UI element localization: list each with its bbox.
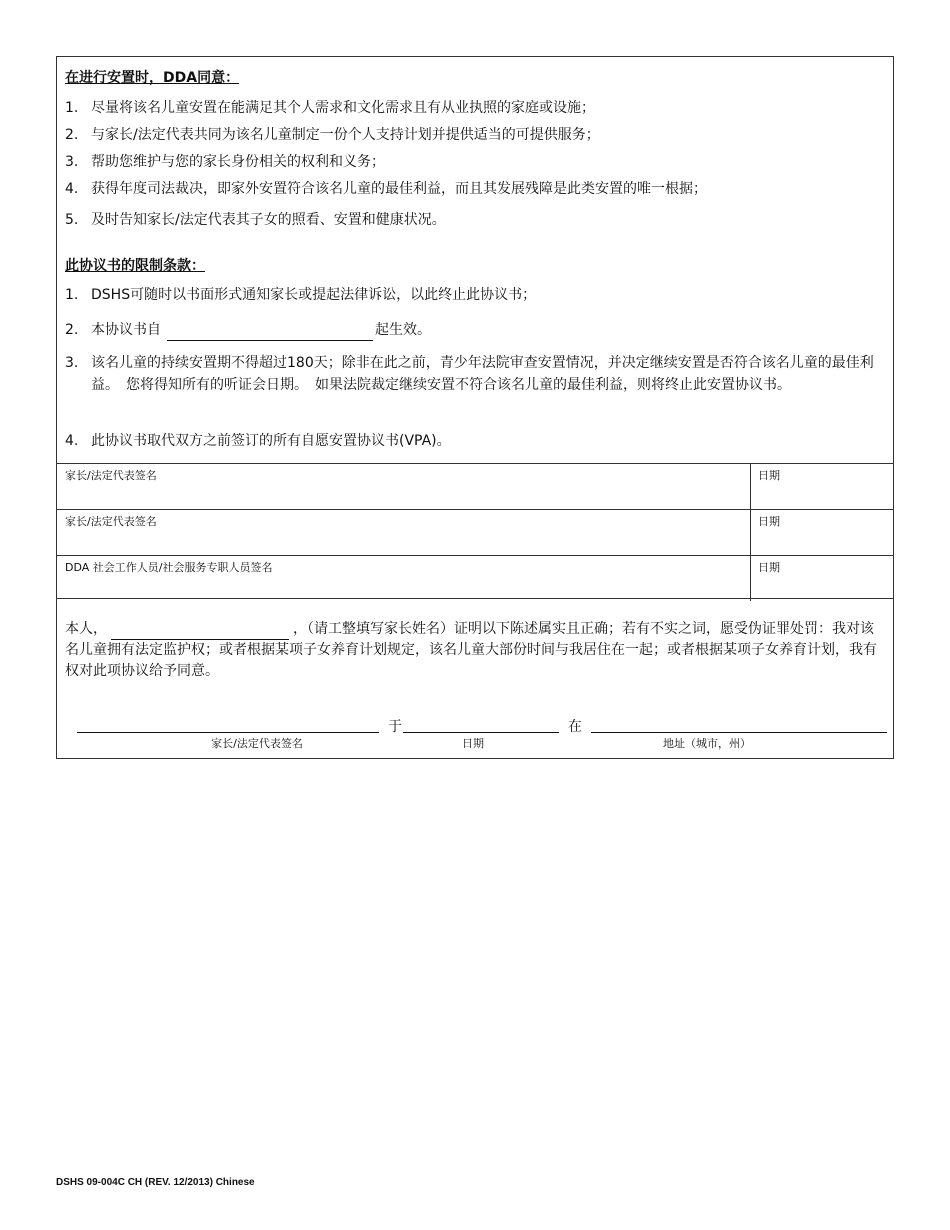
signature-row[interactable] <box>57 509 893 555</box>
limits-item-4: 4. 此协议书取代双方之前签订的所有自愿安置协议书(VPA)。 <box>65 433 451 449</box>
form-frame <box>56 56 894 759</box>
signature-table <box>57 463 893 601</box>
signature-label: 家长/法定代表签名 <box>65 469 157 482</box>
address-caption: 地址（城市，州） <box>663 737 751 750</box>
placement-heading: 在进行安置时，DDA同意： <box>65 70 240 86</box>
in-word: 在 <box>568 719 582 735</box>
at-word: 于 <box>388 719 402 735</box>
limits-item-2: 2. 本协议书自 起生效。 <box>65 319 887 341</box>
address-line[interactable] <box>591 732 887 733</box>
parent-name-line[interactable] <box>111 625 289 640</box>
limits-item-1: 1. DSHS可随时以书面形式通知家长或提起法律诉讼，以此终止此协议书； <box>65 287 537 303</box>
date-label: 日期 <box>758 469 780 482</box>
date-label: 日期 <box>758 561 780 574</box>
placement-item-3: 3. 帮助您维护与您的家长身份相关的权利和义务； <box>65 154 385 170</box>
signature-row[interactable] <box>57 463 893 509</box>
date-caption: 日期 <box>462 737 484 750</box>
placement-item-1: 1. 尽量将该名儿童安置在能满足其个人需求和文化需求且有从业执照的家庭或设施； <box>65 100 595 116</box>
date-line[interactable] <box>403 732 559 733</box>
form-number: DSHS 09-004C CH (REV. 12/2013) Chinese <box>56 1177 255 1188</box>
date-label: 日期 <box>758 515 780 528</box>
effective-date-line[interactable] <box>167 326 373 341</box>
placement-item-5: 5. 及时告知家长/法定代表其子女的照看、安置和健康状况。 <box>65 212 446 228</box>
signature-label: DDA 社会工作人员/社会服务专职人员签名 <box>65 561 273 574</box>
sig-caption: 家长/法定代表签名 <box>211 737 303 750</box>
signature-label: 家长/法定代表签名 <box>65 515 157 528</box>
limits-heading: 此协议书的限制条款： <box>65 258 205 274</box>
limits-item-3: 3. 该名儿童的持续安置期不得超过180天；除非在此之前，青少年法院审查安置情况，并决定继续安置是否符合该名儿童的最佳利益。 您将得知所有的听证会日期。 如果法院裁定继续安置不符合该名儿童的最佳利益，则将终止此安置协议书。 <box>65 355 874 393</box>
parent-signature-line[interactable] <box>77 732 379 733</box>
placement-item-2: 2. 与家长/法定代表共同为该名儿童制定一份个人支持计划并提供适当的可提供服务； <box>65 127 600 143</box>
certification-text: 本人， ，（请工整填写家长姓名）证明以下陈述属实且正确；若有不实之词，愿受伪证罪处罚：我对该名儿童拥有法定监护权；或者根据某项子女养育计划规定，该名儿童大部份时间与我居住在一起；或者根据某项子女养育计划，我有权对此项协议给予同意。 <box>65 621 877 679</box>
signature-row[interactable] <box>57 555 893 601</box>
placement-item-4: 4. 获得年度司法裁决，即家外安置符合该名儿童的最佳利益，而且其发展残障是此类安置的唯一根据； <box>65 181 707 197</box>
